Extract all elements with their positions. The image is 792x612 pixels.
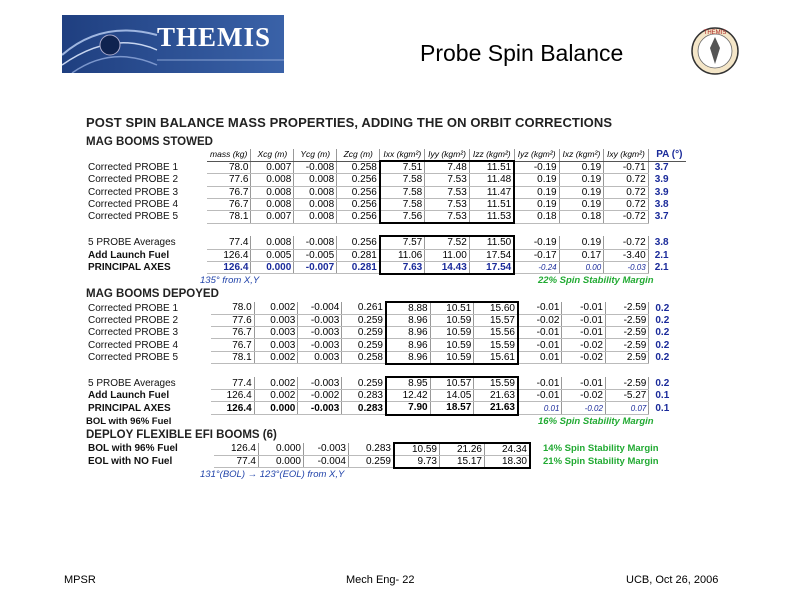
table-cell: 77.4 — [211, 377, 254, 390]
table-cell: 15.60 — [474, 302, 518, 315]
table-cell: -0.003 — [298, 339, 342, 351]
margin-note: 21% Spin Stability Margin — [543, 456, 659, 468]
table-cell: 0.008 — [251, 198, 294, 210]
table-cell: 10.51 — [430, 302, 474, 315]
table-cell: -0.007 — [294, 261, 337, 274]
table-cell: 76.7 — [211, 327, 254, 339]
pa-cell: 0.1 — [655, 390, 670, 402]
pa-cell: 3.7 — [654, 162, 669, 174]
table-cell: -0.03 — [604, 261, 649, 274]
table-cell: -0.005 — [294, 249, 337, 261]
table-cell: 7.53 — [425, 174, 470, 186]
table-cell: -2.59 — [605, 327, 648, 339]
table-cell: -0.004 — [304, 455, 349, 468]
table-cell: 126.4 — [211, 390, 254, 402]
table-cell: 0.256 — [337, 210, 380, 223]
row-label: Corrected PROBE 5 — [88, 211, 179, 223]
table-cell: 0.19 — [514, 198, 559, 210]
table-cell: 0.007 — [251, 210, 294, 223]
slide-title: Probe Spin Balance — [420, 40, 624, 66]
table-cell: 8.95 — [386, 377, 430, 390]
table-cell: -0.72 — [604, 236, 649, 249]
table-cell: 77.4 — [214, 455, 259, 468]
table-cell: 0.72 — [604, 186, 649, 198]
table-cell: 0.008 — [294, 198, 337, 210]
table-cell: 15.59 — [474, 377, 518, 390]
table-cell: 7.53 — [425, 210, 470, 223]
table-cell: 9.73 — [394, 455, 440, 468]
stowed-title: MAG BOOMS STOWED — [86, 136, 213, 148]
table-cell: 2.59 — [605, 351, 648, 364]
table-cell: 11.51 — [469, 198, 514, 210]
table-cell: 0.18 — [559, 210, 604, 223]
table-row — [86, 174, 686, 186]
table-cell: 21.63 — [474, 390, 518, 402]
row-label: Add Launch Fuel — [88, 390, 170, 402]
table-cell: 78.1 — [211, 351, 254, 364]
table-cell: 0.003 — [254, 339, 298, 351]
table-cell: -0.01 — [562, 377, 605, 390]
pa-cell: 3.7 — [654, 211, 669, 223]
table-cell: -0.01 — [562, 327, 605, 339]
pa-cell: 0.2 — [655, 377, 670, 389]
table-cell: 0.256 — [337, 236, 380, 249]
table-cell: 11.47 — [469, 186, 514, 198]
table-cell: 76.7 — [207, 186, 251, 198]
table-cell: 0.256 — [337, 174, 380, 186]
row-label: Corrected PROBE 1 — [88, 162, 179, 174]
table-cell: 14.43 — [425, 261, 470, 274]
table-cell: 0.00 — [559, 261, 604, 274]
table-cell: 8.96 — [386, 315, 430, 327]
footer-right: UCB, Oct 26, 2006 — [626, 574, 719, 586]
pa-cell: 0.1 — [655, 402, 670, 414]
pa-cell: 3.9 — [654, 186, 669, 198]
table-cell: 0.003 — [254, 315, 298, 327]
row-label: PRINCIPAL AXES — [88, 402, 171, 414]
table-cell: 0.008 — [294, 186, 337, 198]
table-cell: 7.48 — [425, 161, 470, 174]
table-row — [86, 339, 686, 351]
table-cell: -0.003 — [298, 377, 342, 390]
table-cell: 78.0 — [207, 161, 251, 174]
table-row — [86, 327, 686, 339]
table-row — [86, 390, 686, 402]
table-cell: 0.000 — [259, 455, 304, 468]
pa-cell: 0.2 — [655, 351, 670, 363]
table-row — [86, 377, 686, 390]
pa-cell: 2.1 — [654, 249, 669, 261]
logo-text: THEMIS — [157, 22, 272, 52]
table-cell: 7.53 — [425, 186, 470, 198]
table-cell: 0.256 — [337, 198, 380, 210]
themis-seal-icon — [690, 26, 740, 76]
table-cell: 0.19 — [559, 198, 604, 210]
table-cell: -0.008 — [294, 236, 337, 249]
footer-left: MPSR — [64, 574, 96, 586]
table-cell: -0.003 — [304, 443, 349, 456]
table-cell: 15.59 — [474, 339, 518, 351]
table-cell: -0.19 — [514, 236, 559, 249]
table-cell: -0.01 — [518, 327, 562, 339]
table-cell: 0.72 — [604, 198, 649, 210]
table-cell: 17.54 — [469, 249, 514, 261]
table-cell: 10.59 — [430, 339, 474, 351]
table-cell: 15.57 — [474, 315, 518, 327]
table-cell: 10.59 — [394, 443, 440, 456]
table-cell: -0.01 — [562, 302, 605, 315]
table-cell: 0.281 — [337, 261, 380, 274]
table-cell: 18.30 — [485, 455, 531, 468]
row-label: Corrected PROBE 1 — [88, 302, 179, 314]
table-row — [86, 198, 686, 210]
table-cell: 0.259 — [342, 315, 386, 327]
row-label: Corrected PROBE 3 — [88, 186, 179, 198]
table-cell: 0.18 — [514, 210, 559, 223]
table-cell: 0.261 — [342, 302, 386, 315]
table-cell: 0.005 — [251, 249, 294, 261]
deployed-title: MAG BOOMS DEPOYED — [86, 287, 219, 300]
table-cell: 0.008 — [294, 174, 337, 186]
table-cell: 0.19 — [514, 186, 559, 198]
seal-text: THEMIS — [703, 30, 727, 36]
themis-logo — [62, 15, 284, 73]
row-label: BOL with 96% Fuel — [88, 443, 178, 455]
table-row — [86, 186, 686, 198]
table-cell: 7.56 — [380, 210, 425, 223]
table-cell: -0.02 — [562, 351, 605, 364]
table-row — [86, 249, 686, 261]
row-label: Corrected PROBE 5 — [88, 351, 179, 363]
table-cell: -2.59 — [605, 339, 648, 351]
table-row — [86, 455, 661, 468]
table-row — [86, 443, 661, 456]
deployed-bol-note: BOL with 96% Fuel — [86, 415, 172, 427]
table-cell: 10.59 — [430, 327, 474, 339]
table-cell: -0.002 — [298, 390, 342, 402]
table-cell: 11.06 — [380, 249, 425, 261]
table-header: mass (kg) Xcg (m) Ycg (m) Zcg (m) Ixx (kgm²) Iyy (kgm²) Izz (kgm²) Iyz (kgm²) Ixz (kgm²) Ixy (kgm²) PA (°) — [86, 149, 686, 161]
table-cell: 0.008 — [294, 210, 337, 223]
table-cell: 7.90 — [386, 402, 430, 415]
table-cell: -3.40 — [604, 249, 649, 261]
table-cell: 0.19 — [559, 161, 604, 174]
table-row — [86, 302, 686, 315]
efi-table — [86, 442, 661, 469]
row-label: PRINCIPAL AXES — [88, 262, 171, 274]
table-cell: 15.61 — [474, 351, 518, 364]
table-cell: 77.6 — [207, 174, 251, 186]
table-cell: 0.17 — [559, 249, 604, 261]
table-cell: 0.259 — [342, 327, 386, 339]
table-cell: 21.26 — [440, 443, 485, 456]
pa-cell: 0.2 — [655, 327, 670, 339]
table-cell: -0.01 — [518, 339, 562, 351]
table-cell: 0.008 — [251, 174, 294, 186]
table-cell: -0.17 — [514, 249, 559, 261]
row-label: Corrected PROBE 4 — [88, 198, 179, 210]
table-cell: 0.258 — [337, 161, 380, 174]
table-row — [86, 351, 686, 364]
row-label: Corrected PROBE 3 — [88, 327, 179, 339]
table-cell: 0.19 — [559, 236, 604, 249]
table-cell: 0.283 — [342, 402, 386, 415]
table-cell: -2.59 — [605, 315, 648, 327]
table-row — [86, 315, 686, 327]
table-cell: 0.259 — [342, 377, 386, 390]
table-cell: 0.259 — [342, 339, 386, 351]
row-label: Add Launch Fuel — [88, 249, 170, 261]
table-cell: 0.19 — [514, 174, 559, 186]
pa-cell: 0.2 — [655, 302, 670, 314]
pa-cell: 3.8 — [654, 237, 669, 249]
table-cell: -0.01 — [518, 390, 562, 402]
footer-center: Mech Eng- 22 — [346, 574, 415, 586]
table-cell: 0.000 — [251, 261, 294, 274]
stowed-angle-note: 135° from X,Y — [200, 274, 260, 286]
row-label: Corrected PROBE 4 — [88, 339, 179, 351]
pa-cell: 0.2 — [655, 315, 670, 327]
table-cell: 77.4 — [207, 236, 251, 249]
table-cell: 10.57 — [430, 377, 474, 390]
table-cell: 8.96 — [386, 339, 430, 351]
table-cell: 7.58 — [380, 186, 425, 198]
row-label: Corrected PROBE 2 — [88, 174, 179, 186]
efi-angle-note: 131°(BOL) → 123°(EOL) from X,Y — [200, 468, 345, 480]
table-cell: 7.63 — [380, 261, 425, 274]
table-cell: 0.72 — [604, 174, 649, 186]
table-cell: 8.96 — [386, 351, 430, 364]
table-cell: 7.52 — [425, 236, 470, 249]
table-cell: 0.283 — [349, 443, 395, 456]
table-cell: 0.000 — [259, 443, 304, 456]
table-cell: 0.19 — [559, 186, 604, 198]
table-cell: 126.4 — [214, 443, 259, 456]
pa-cell: 2.1 — [654, 262, 669, 274]
table-cell: 0.000 — [254, 402, 298, 415]
table-cell: -0.003 — [298, 327, 342, 339]
table-cell: 15.56 — [474, 327, 518, 339]
table-cell: -0.008 — [294, 161, 337, 174]
row-label: 5 PROBE Averages — [88, 237, 176, 249]
table-cell: -5.27 — [605, 390, 648, 402]
pa-cell: 0.2 — [655, 339, 670, 351]
table-cell: -0.71 — [604, 161, 649, 174]
table-cell: 8.88 — [386, 302, 430, 315]
table-cell: 24.34 — [485, 443, 531, 456]
table-cell: 7.51 — [380, 161, 425, 174]
pa-cell: 3.8 — [654, 198, 669, 210]
table-cell: 7.53 — [425, 198, 470, 210]
stowed-margin-note: 22% Spin Stability Margin — [538, 274, 654, 286]
table-cell: -0.01 — [518, 302, 562, 315]
table-cell: -0.004 — [298, 302, 342, 315]
mass-properties-panel — [86, 113, 686, 481]
table-cell: 8.96 — [386, 327, 430, 339]
table-cell: 76.7 — [211, 339, 254, 351]
table-row — [86, 236, 686, 249]
table-cell: -0.24 — [514, 261, 559, 274]
pa-cell: 3.9 — [654, 174, 669, 186]
table-cell: 11.50 — [469, 236, 514, 249]
table-cell: -0.02 — [518, 315, 562, 327]
table-cell: 0.281 — [337, 249, 380, 261]
table-cell: 0.008 — [251, 186, 294, 198]
table-cell: 77.6 — [211, 315, 254, 327]
table-cell: 0.007 — [251, 161, 294, 174]
table-cell: 0.002 — [254, 390, 298, 402]
table-cell: -0.02 — [562, 390, 605, 402]
table-cell: 0.003 — [254, 327, 298, 339]
table-cell: 0.19 — [559, 174, 604, 186]
table-cell: -2.59 — [605, 377, 648, 390]
table-cell: 18.57 — [430, 402, 474, 415]
table-cell: 0.002 — [254, 351, 298, 364]
table-cell: 0.259 — [349, 455, 395, 468]
table-cell: 12.42 — [386, 390, 430, 402]
table-cell: -2.59 — [605, 302, 648, 315]
panel-title: POST SPIN BALANCE MASS PROPERTIES, ADDING THE ON ORBIT CORRECTIONS — [86, 115, 613, 130]
row-label: EOL with NO Fuel — [88, 456, 173, 468]
row-label: Corrected PROBE 2 — [88, 315, 179, 327]
table-cell: 14.05 — [430, 390, 474, 402]
table-cell: -0.19 — [514, 161, 559, 174]
table-cell: 0.003 — [298, 351, 342, 364]
table-cell: 11.00 — [425, 249, 470, 261]
table-cell: 11.53 — [469, 210, 514, 223]
table-cell: 10.59 — [430, 351, 474, 364]
table-cell: 17.54 — [469, 261, 514, 274]
table-cell: 0.283 — [342, 390, 386, 402]
table-cell: -0.003 — [298, 402, 342, 415]
deployed-table — [86, 301, 686, 416]
margin-note: 14% Spin Stability Margin — [543, 443, 659, 455]
table-cell: 78.1 — [207, 210, 251, 223]
table-cell: 0.008 — [251, 236, 294, 249]
table-cell: -0.01 — [562, 315, 605, 327]
table-cell: 0.01 — [518, 351, 562, 364]
table-cell: 126.4 — [211, 402, 254, 415]
table-cell: 11.51 — [469, 161, 514, 174]
table-cell: 76.7 — [207, 198, 251, 210]
table-cell: 7.58 — [380, 198, 425, 210]
table-cell: 78.0 — [211, 302, 254, 315]
table-row — [86, 161, 686, 174]
table-row — [86, 210, 686, 223]
efi-title: DEPLOY FLEXIBLE EFI BOOMS (6) — [86, 428, 277, 441]
table-cell: 0.256 — [337, 186, 380, 198]
table-cell: -0.02 — [562, 402, 605, 415]
table-cell: 15.17 — [440, 455, 485, 468]
table-cell: 11.48 — [469, 174, 514, 186]
table-row — [86, 402, 686, 415]
deployed-margin-note: 16% Spin Stability Margin — [538, 415, 654, 427]
table-cell: -0.02 — [562, 339, 605, 351]
table-cell: 7.57 — [380, 236, 425, 249]
table-cell: 0.002 — [254, 302, 298, 315]
stowed-table — [86, 149, 686, 275]
table-cell: 7.58 — [380, 174, 425, 186]
table-cell: 0.002 — [254, 377, 298, 390]
table-cell: 21.63 — [474, 402, 518, 415]
table-cell: 0.01 — [518, 402, 562, 415]
table-cell: 0.258 — [342, 351, 386, 364]
table-row — [86, 261, 686, 274]
table-cell: 0.07 — [605, 402, 648, 415]
table-cell: 126.4 — [207, 261, 251, 274]
table-cell: 126.4 — [207, 249, 251, 261]
table-cell: -0.01 — [518, 377, 562, 390]
table-cell: -0.72 — [604, 210, 649, 223]
table-cell: -0.003 — [298, 315, 342, 327]
table-cell: 10.59 — [430, 315, 474, 327]
row-label: 5 PROBE Averages — [88, 377, 176, 389]
